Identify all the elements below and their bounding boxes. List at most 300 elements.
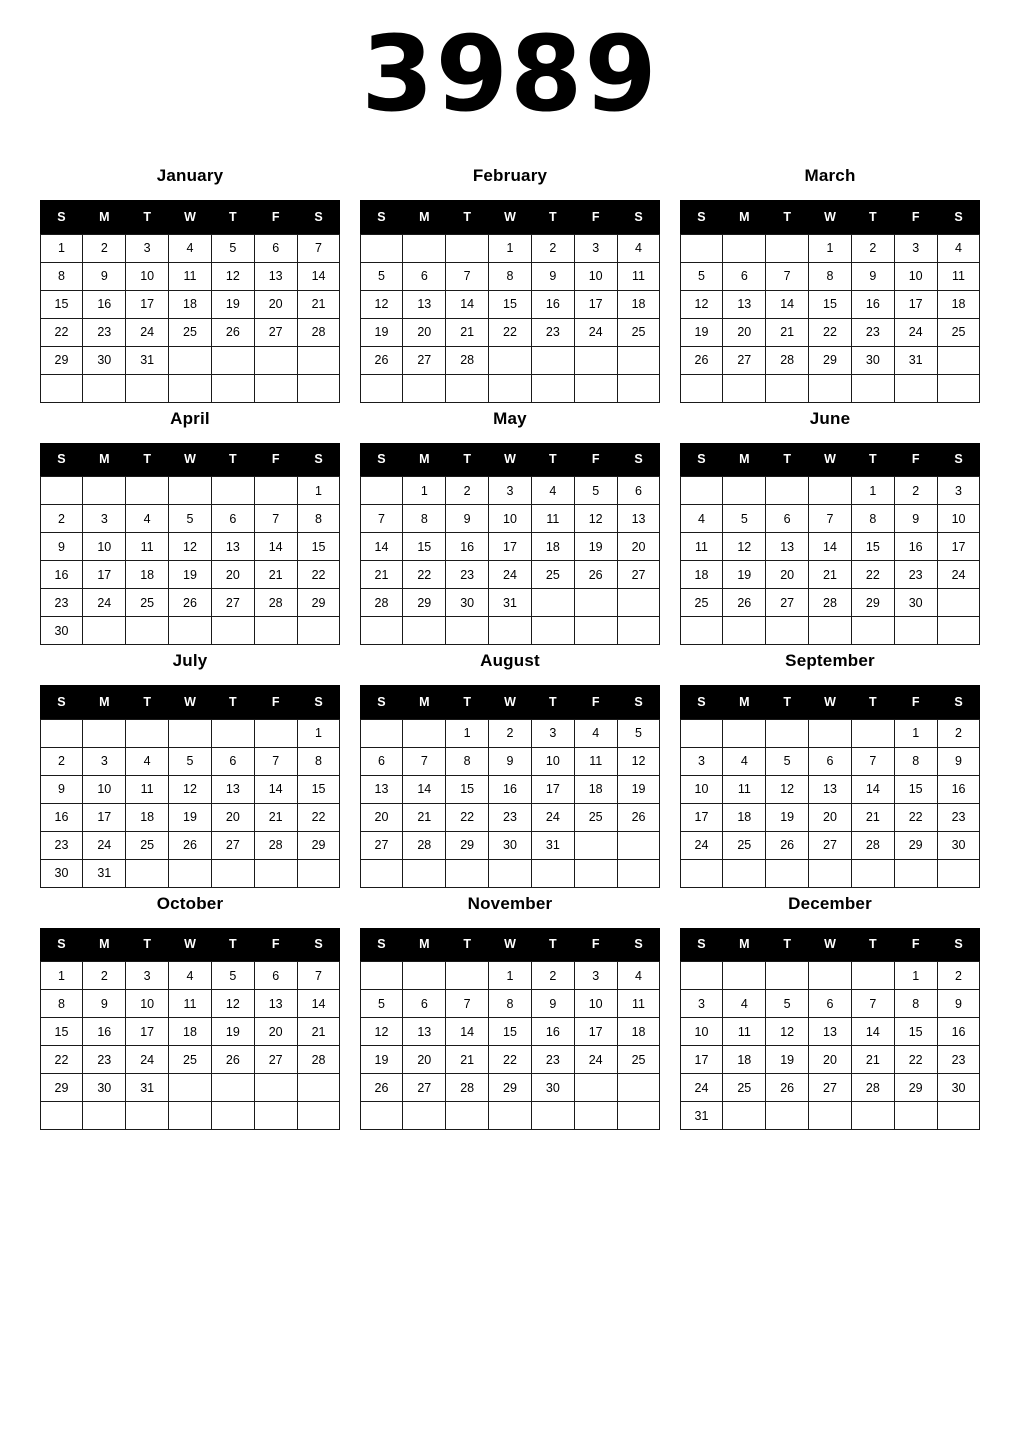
day-cell[interactable]: 21 <box>809 561 852 589</box>
day-cell[interactable]: 4 <box>574 719 617 747</box>
day-cell[interactable]: 12 <box>723 533 766 561</box>
day-cell[interactable]: 23 <box>83 318 126 346</box>
day-cell[interactable]: 7 <box>403 747 446 775</box>
day-cell[interactable]: 22 <box>297 561 340 589</box>
day-cell[interactable]: 4 <box>723 747 766 775</box>
day-cell[interactable]: 1 <box>446 719 489 747</box>
day-cell[interactable]: 7 <box>297 962 340 990</box>
day-cell[interactable]: 3 <box>83 747 126 775</box>
day-cell[interactable]: 27 <box>723 346 766 374</box>
day-cell[interactable]: 19 <box>360 1046 403 1074</box>
day-cell[interactable]: 1 <box>403 477 446 505</box>
day-cell[interactable]: 9 <box>489 747 532 775</box>
day-cell[interactable]: 15 <box>297 533 340 561</box>
day-cell[interactable]: 15 <box>403 533 446 561</box>
day-cell[interactable]: 29 <box>403 589 446 617</box>
day-cell[interactable]: 15 <box>489 290 532 318</box>
day-cell[interactable]: 18 <box>531 533 574 561</box>
day-cell[interactable]: 5 <box>211 234 254 262</box>
day-cell[interactable]: 20 <box>254 290 297 318</box>
day-cell[interactable]: 4 <box>680 505 723 533</box>
day-cell[interactable]: 20 <box>809 803 852 831</box>
day-cell[interactable]: 10 <box>680 1018 723 1046</box>
day-cell[interactable]: 22 <box>894 1046 937 1074</box>
day-cell[interactable]: 4 <box>169 234 212 262</box>
day-cell[interactable]: 29 <box>809 346 852 374</box>
day-cell[interactable]: 31 <box>489 589 532 617</box>
day-cell[interactable]: 24 <box>489 561 532 589</box>
day-cell[interactable]: 29 <box>297 831 340 859</box>
day-cell[interactable]: 18 <box>574 775 617 803</box>
day-cell[interactable]: 1 <box>809 234 852 262</box>
day-cell[interactable]: 9 <box>851 262 894 290</box>
day-cell[interactable]: 11 <box>126 775 169 803</box>
day-cell[interactable]: 26 <box>766 1074 809 1102</box>
day-cell[interactable]: 18 <box>617 1018 660 1046</box>
day-cell[interactable]: 6 <box>809 990 852 1018</box>
day-cell[interactable]: 19 <box>169 561 212 589</box>
day-cell[interactable]: 24 <box>574 1046 617 1074</box>
day-cell[interactable]: 27 <box>617 561 660 589</box>
day-cell[interactable]: 20 <box>723 318 766 346</box>
day-cell[interactable]: 23 <box>489 803 532 831</box>
day-cell[interactable]: 25 <box>169 1046 212 1074</box>
day-cell[interactable]: 7 <box>297 234 340 262</box>
day-cell[interactable]: 25 <box>680 589 723 617</box>
day-cell[interactable]: 23 <box>937 1046 980 1074</box>
day-cell[interactable]: 26 <box>360 346 403 374</box>
day-cell[interactable]: 4 <box>169 962 212 990</box>
day-cell[interactable]: 28 <box>851 831 894 859</box>
day-cell[interactable]: 28 <box>297 318 340 346</box>
day-cell[interactable]: 4 <box>723 990 766 1018</box>
day-cell[interactable]: 15 <box>297 775 340 803</box>
day-cell[interactable]: 10 <box>894 262 937 290</box>
day-cell[interactable]: 28 <box>254 589 297 617</box>
day-cell[interactable]: 26 <box>766 831 809 859</box>
day-cell[interactable]: 25 <box>617 318 660 346</box>
day-cell[interactable]: 21 <box>403 803 446 831</box>
day-cell[interactable]: 21 <box>446 318 489 346</box>
day-cell[interactable]: 26 <box>680 346 723 374</box>
day-cell[interactable]: 17 <box>83 561 126 589</box>
day-cell[interactable]: 18 <box>937 290 980 318</box>
day-cell[interactable]: 18 <box>126 803 169 831</box>
day-cell[interactable]: 21 <box>254 561 297 589</box>
day-cell[interactable]: 1 <box>40 234 83 262</box>
day-cell[interactable]: 13 <box>723 290 766 318</box>
day-cell[interactable]: 19 <box>360 318 403 346</box>
day-cell[interactable]: 30 <box>937 1074 980 1102</box>
day-cell[interactable]: 1 <box>489 234 532 262</box>
day-cell[interactable]: 20 <box>211 561 254 589</box>
day-cell[interactable]: 28 <box>851 1074 894 1102</box>
day-cell[interactable]: 12 <box>766 1018 809 1046</box>
day-cell[interactable]: 7 <box>851 990 894 1018</box>
day-cell[interactable]: 14 <box>297 990 340 1018</box>
day-cell[interactable]: 30 <box>851 346 894 374</box>
day-cell[interactable]: 9 <box>40 775 83 803</box>
day-cell[interactable]: 13 <box>254 990 297 1018</box>
day-cell[interactable]: 12 <box>617 747 660 775</box>
day-cell[interactable]: 11 <box>531 505 574 533</box>
day-cell[interactable]: 3 <box>937 477 980 505</box>
day-cell[interactable]: 13 <box>254 262 297 290</box>
day-cell[interactable]: 19 <box>766 1046 809 1074</box>
day-cell[interactable]: 2 <box>40 505 83 533</box>
day-cell[interactable]: 28 <box>766 346 809 374</box>
day-cell[interactable]: 12 <box>169 775 212 803</box>
day-cell[interactable]: 26 <box>169 831 212 859</box>
day-cell[interactable]: 16 <box>851 290 894 318</box>
day-cell[interactable]: 6 <box>254 962 297 990</box>
day-cell[interactable]: 13 <box>809 775 852 803</box>
day-cell[interactable]: 5 <box>680 262 723 290</box>
day-cell[interactable]: 26 <box>617 803 660 831</box>
day-cell[interactable]: 23 <box>937 803 980 831</box>
day-cell[interactable]: 8 <box>894 990 937 1018</box>
day-cell[interactable]: 26 <box>211 1046 254 1074</box>
day-cell[interactable]: 19 <box>617 775 660 803</box>
day-cell[interactable]: 15 <box>40 290 83 318</box>
day-cell[interactable]: 12 <box>211 262 254 290</box>
day-cell[interactable]: 20 <box>403 1046 446 1074</box>
day-cell[interactable]: 14 <box>403 775 446 803</box>
day-cell[interactable]: 11 <box>169 262 212 290</box>
day-cell[interactable]: 14 <box>446 290 489 318</box>
day-cell[interactable]: 12 <box>766 775 809 803</box>
day-cell[interactable]: 28 <box>446 1074 489 1102</box>
day-cell[interactable]: 29 <box>40 346 83 374</box>
day-cell[interactable]: 14 <box>809 533 852 561</box>
day-cell[interactable]: 2 <box>40 747 83 775</box>
day-cell[interactable]: 30 <box>446 589 489 617</box>
day-cell[interactable]: 11 <box>723 775 766 803</box>
day-cell[interactable]: 9 <box>937 990 980 1018</box>
day-cell[interactable]: 12 <box>360 1018 403 1046</box>
day-cell[interactable]: 8 <box>403 505 446 533</box>
day-cell[interactable]: 6 <box>723 262 766 290</box>
day-cell[interactable]: 24 <box>680 1074 723 1102</box>
day-cell[interactable]: 10 <box>489 505 532 533</box>
day-cell[interactable]: 9 <box>446 505 489 533</box>
day-cell[interactable]: 19 <box>723 561 766 589</box>
day-cell[interactable]: 13 <box>766 533 809 561</box>
day-cell[interactable]: 19 <box>680 318 723 346</box>
day-cell[interactable]: 2 <box>937 962 980 990</box>
day-cell[interactable]: 20 <box>211 803 254 831</box>
day-cell[interactable]: 25 <box>126 589 169 617</box>
day-cell[interactable]: 9 <box>894 505 937 533</box>
day-cell[interactable]: 28 <box>446 346 489 374</box>
day-cell[interactable]: 30 <box>531 1074 574 1102</box>
day-cell[interactable]: 5 <box>574 477 617 505</box>
day-cell[interactable]: 26 <box>723 589 766 617</box>
day-cell[interactable]: 23 <box>446 561 489 589</box>
day-cell[interactable]: 16 <box>40 561 83 589</box>
day-cell[interactable]: 13 <box>360 775 403 803</box>
day-cell[interactable]: 24 <box>937 561 980 589</box>
day-cell[interactable]: 31 <box>126 346 169 374</box>
day-cell[interactable]: 13 <box>403 290 446 318</box>
day-cell[interactable]: 6 <box>211 747 254 775</box>
day-cell[interactable]: 23 <box>83 1046 126 1074</box>
day-cell[interactable]: 7 <box>766 262 809 290</box>
day-cell[interactable]: 3 <box>680 990 723 1018</box>
day-cell[interactable]: 8 <box>851 505 894 533</box>
day-cell[interactable]: 10 <box>680 775 723 803</box>
day-cell[interactable]: 27 <box>766 589 809 617</box>
day-cell[interactable]: 5 <box>211 962 254 990</box>
day-cell[interactable]: 10 <box>126 262 169 290</box>
day-cell[interactable]: 12 <box>360 290 403 318</box>
day-cell[interactable]: 19 <box>211 1018 254 1046</box>
day-cell[interactable]: 1 <box>297 719 340 747</box>
day-cell[interactable]: 21 <box>254 803 297 831</box>
day-cell[interactable]: 5 <box>617 719 660 747</box>
day-cell[interactable]: 11 <box>937 262 980 290</box>
day-cell[interactable]: 25 <box>723 831 766 859</box>
day-cell[interactable]: 3 <box>126 962 169 990</box>
day-cell[interactable]: 31 <box>83 859 126 887</box>
day-cell[interactable]: 10 <box>83 775 126 803</box>
day-cell[interactable]: 13 <box>617 505 660 533</box>
day-cell[interactable]: 6 <box>211 505 254 533</box>
day-cell[interactable]: 30 <box>83 1074 126 1102</box>
day-cell[interactable]: 29 <box>489 1074 532 1102</box>
day-cell[interactable]: 23 <box>40 589 83 617</box>
day-cell[interactable]: 5 <box>360 262 403 290</box>
day-cell[interactable]: 28 <box>254 831 297 859</box>
day-cell[interactable]: 18 <box>169 1018 212 1046</box>
day-cell[interactable]: 28 <box>297 1046 340 1074</box>
day-cell[interactable]: 27 <box>254 1046 297 1074</box>
day-cell[interactable]: 7 <box>254 505 297 533</box>
day-cell[interactable]: 8 <box>40 990 83 1018</box>
day-cell[interactable]: 2 <box>83 234 126 262</box>
day-cell[interactable]: 17 <box>680 1046 723 1074</box>
day-cell[interactable]: 29 <box>894 831 937 859</box>
day-cell[interactable]: 2 <box>83 962 126 990</box>
day-cell[interactable]: 22 <box>446 803 489 831</box>
day-cell[interactable]: 1 <box>40 962 83 990</box>
day-cell[interactable]: 14 <box>851 775 894 803</box>
day-cell[interactable]: 20 <box>766 561 809 589</box>
day-cell[interactable]: 15 <box>40 1018 83 1046</box>
day-cell[interactable]: 9 <box>937 747 980 775</box>
day-cell[interactable]: 13 <box>211 775 254 803</box>
day-cell[interactable]: 27 <box>360 831 403 859</box>
day-cell[interactable]: 4 <box>531 477 574 505</box>
day-cell[interactable]: 22 <box>894 803 937 831</box>
day-cell[interactable]: 18 <box>169 290 212 318</box>
day-cell[interactable]: 18 <box>723 803 766 831</box>
day-cell[interactable]: 20 <box>254 1018 297 1046</box>
day-cell[interactable]: 3 <box>126 234 169 262</box>
day-cell[interactable]: 31 <box>126 1074 169 1102</box>
day-cell[interactable]: 8 <box>489 990 532 1018</box>
day-cell[interactable]: 5 <box>723 505 766 533</box>
day-cell[interactable]: 31 <box>894 346 937 374</box>
day-cell[interactable]: 17 <box>83 803 126 831</box>
day-cell[interactable]: 25 <box>937 318 980 346</box>
day-cell[interactable]: 16 <box>446 533 489 561</box>
day-cell[interactable]: 27 <box>403 346 446 374</box>
day-cell[interactable]: 17 <box>126 290 169 318</box>
day-cell[interactable]: 26 <box>360 1074 403 1102</box>
day-cell[interactable]: 14 <box>851 1018 894 1046</box>
day-cell[interactable]: 6 <box>403 262 446 290</box>
day-cell[interactable]: 17 <box>574 1018 617 1046</box>
day-cell[interactable]: 9 <box>83 990 126 1018</box>
day-cell[interactable]: 15 <box>446 775 489 803</box>
day-cell[interactable]: 27 <box>809 831 852 859</box>
day-cell[interactable]: 23 <box>894 561 937 589</box>
day-cell[interactable]: 1 <box>297 477 340 505</box>
day-cell[interactable]: 22 <box>809 318 852 346</box>
day-cell[interactable]: 23 <box>40 831 83 859</box>
day-cell[interactable]: 13 <box>403 1018 446 1046</box>
day-cell[interactable]: 14 <box>766 290 809 318</box>
day-cell[interactable]: 25 <box>531 561 574 589</box>
day-cell[interactable]: 6 <box>360 747 403 775</box>
day-cell[interactable]: 4 <box>937 234 980 262</box>
day-cell[interactable]: 8 <box>297 747 340 775</box>
day-cell[interactable]: 30 <box>489 831 532 859</box>
day-cell[interactable]: 10 <box>531 747 574 775</box>
day-cell[interactable]: 4 <box>617 234 660 262</box>
day-cell[interactable]: 25 <box>169 318 212 346</box>
day-cell[interactable]: 27 <box>211 831 254 859</box>
day-cell[interactable]: 24 <box>531 803 574 831</box>
day-cell[interactable]: 13 <box>211 533 254 561</box>
day-cell[interactable]: 16 <box>489 775 532 803</box>
day-cell[interactable]: 12 <box>680 290 723 318</box>
day-cell[interactable]: 24 <box>680 831 723 859</box>
day-cell[interactable]: 13 <box>809 1018 852 1046</box>
day-cell[interactable]: 30 <box>40 859 83 887</box>
day-cell[interactable]: 6 <box>809 747 852 775</box>
day-cell[interactable]: 18 <box>126 561 169 589</box>
day-cell[interactable]: 3 <box>574 234 617 262</box>
day-cell[interactable]: 22 <box>297 803 340 831</box>
day-cell[interactable]: 7 <box>360 505 403 533</box>
day-cell[interactable]: 10 <box>126 990 169 1018</box>
day-cell[interactable]: 22 <box>489 318 532 346</box>
day-cell[interactable]: 17 <box>574 290 617 318</box>
day-cell[interactable]: 18 <box>617 290 660 318</box>
day-cell[interactable]: 6 <box>766 505 809 533</box>
day-cell[interactable]: 28 <box>403 831 446 859</box>
day-cell[interactable]: 8 <box>446 747 489 775</box>
day-cell[interactable]: 1 <box>894 719 937 747</box>
day-cell[interactable]: 26 <box>169 589 212 617</box>
day-cell[interactable]: 17 <box>126 1018 169 1046</box>
day-cell[interactable]: 8 <box>809 262 852 290</box>
day-cell[interactable]: 16 <box>531 1018 574 1046</box>
day-cell[interactable]: 21 <box>851 1046 894 1074</box>
day-cell[interactable]: 5 <box>766 990 809 1018</box>
day-cell[interactable]: 27 <box>254 318 297 346</box>
day-cell[interactable]: 11 <box>126 533 169 561</box>
day-cell[interactable]: 18 <box>680 561 723 589</box>
day-cell[interactable]: 7 <box>446 262 489 290</box>
day-cell[interactable]: 27 <box>809 1074 852 1102</box>
day-cell[interactable]: 16 <box>937 775 980 803</box>
day-cell[interactable]: 21 <box>446 1046 489 1074</box>
day-cell[interactable]: 17 <box>531 775 574 803</box>
day-cell[interactable]: 2 <box>531 234 574 262</box>
day-cell[interactable]: 5 <box>360 990 403 1018</box>
day-cell[interactable]: 31 <box>531 831 574 859</box>
day-cell[interactable]: 24 <box>126 1046 169 1074</box>
day-cell[interactable]: 3 <box>574 962 617 990</box>
day-cell[interactable]: 1 <box>851 477 894 505</box>
day-cell[interactable]: 10 <box>83 533 126 561</box>
day-cell[interactable]: 29 <box>446 831 489 859</box>
day-cell[interactable]: 23 <box>851 318 894 346</box>
day-cell[interactable]: 9 <box>531 262 574 290</box>
day-cell[interactable]: 25 <box>126 831 169 859</box>
day-cell[interactable]: 7 <box>446 990 489 1018</box>
day-cell[interactable]: 28 <box>809 589 852 617</box>
day-cell[interactable]: 16 <box>894 533 937 561</box>
day-cell[interactable]: 2 <box>851 234 894 262</box>
day-cell[interactable]: 2 <box>937 719 980 747</box>
day-cell[interactable]: 21 <box>851 803 894 831</box>
day-cell[interactable]: 17 <box>937 533 980 561</box>
day-cell[interactable]: 16 <box>937 1018 980 1046</box>
day-cell[interactable]: 29 <box>851 589 894 617</box>
day-cell[interactable]: 14 <box>360 533 403 561</box>
day-cell[interactable]: 21 <box>360 561 403 589</box>
day-cell[interactable]: 6 <box>254 234 297 262</box>
day-cell[interactable]: 27 <box>403 1074 446 1102</box>
day-cell[interactable]: 15 <box>489 1018 532 1046</box>
day-cell[interactable]: 24 <box>126 318 169 346</box>
day-cell[interactable]: 9 <box>531 990 574 1018</box>
day-cell[interactable]: 3 <box>894 234 937 262</box>
day-cell[interactable]: 5 <box>169 747 212 775</box>
day-cell[interactable]: 12 <box>211 990 254 1018</box>
day-cell[interactable]: 24 <box>574 318 617 346</box>
day-cell[interactable]: 3 <box>489 477 532 505</box>
day-cell[interactable]: 9 <box>83 262 126 290</box>
day-cell[interactable]: 22 <box>403 561 446 589</box>
day-cell[interactable]: 2 <box>446 477 489 505</box>
day-cell[interactable]: 19 <box>169 803 212 831</box>
day-cell[interactable]: 8 <box>894 747 937 775</box>
day-cell[interactable]: 20 <box>360 803 403 831</box>
day-cell[interactable]: 15 <box>851 533 894 561</box>
day-cell[interactable]: 18 <box>723 1046 766 1074</box>
day-cell[interactable]: 31 <box>680 1102 723 1130</box>
day-cell[interactable]: 2 <box>531 962 574 990</box>
day-cell[interactable]: 23 <box>531 318 574 346</box>
day-cell[interactable]: 21 <box>766 318 809 346</box>
day-cell[interactable]: 28 <box>360 589 403 617</box>
day-cell[interactable]: 14 <box>297 262 340 290</box>
day-cell[interactable]: 7 <box>254 747 297 775</box>
day-cell[interactable]: 4 <box>126 505 169 533</box>
day-cell[interactable]: 1 <box>894 962 937 990</box>
day-cell[interactable]: 10 <box>574 990 617 1018</box>
day-cell[interactable]: 8 <box>297 505 340 533</box>
day-cell[interactable]: 25 <box>574 803 617 831</box>
day-cell[interactable]: 12 <box>169 533 212 561</box>
day-cell[interactable]: 15 <box>894 775 937 803</box>
day-cell[interactable]: 11 <box>617 990 660 1018</box>
